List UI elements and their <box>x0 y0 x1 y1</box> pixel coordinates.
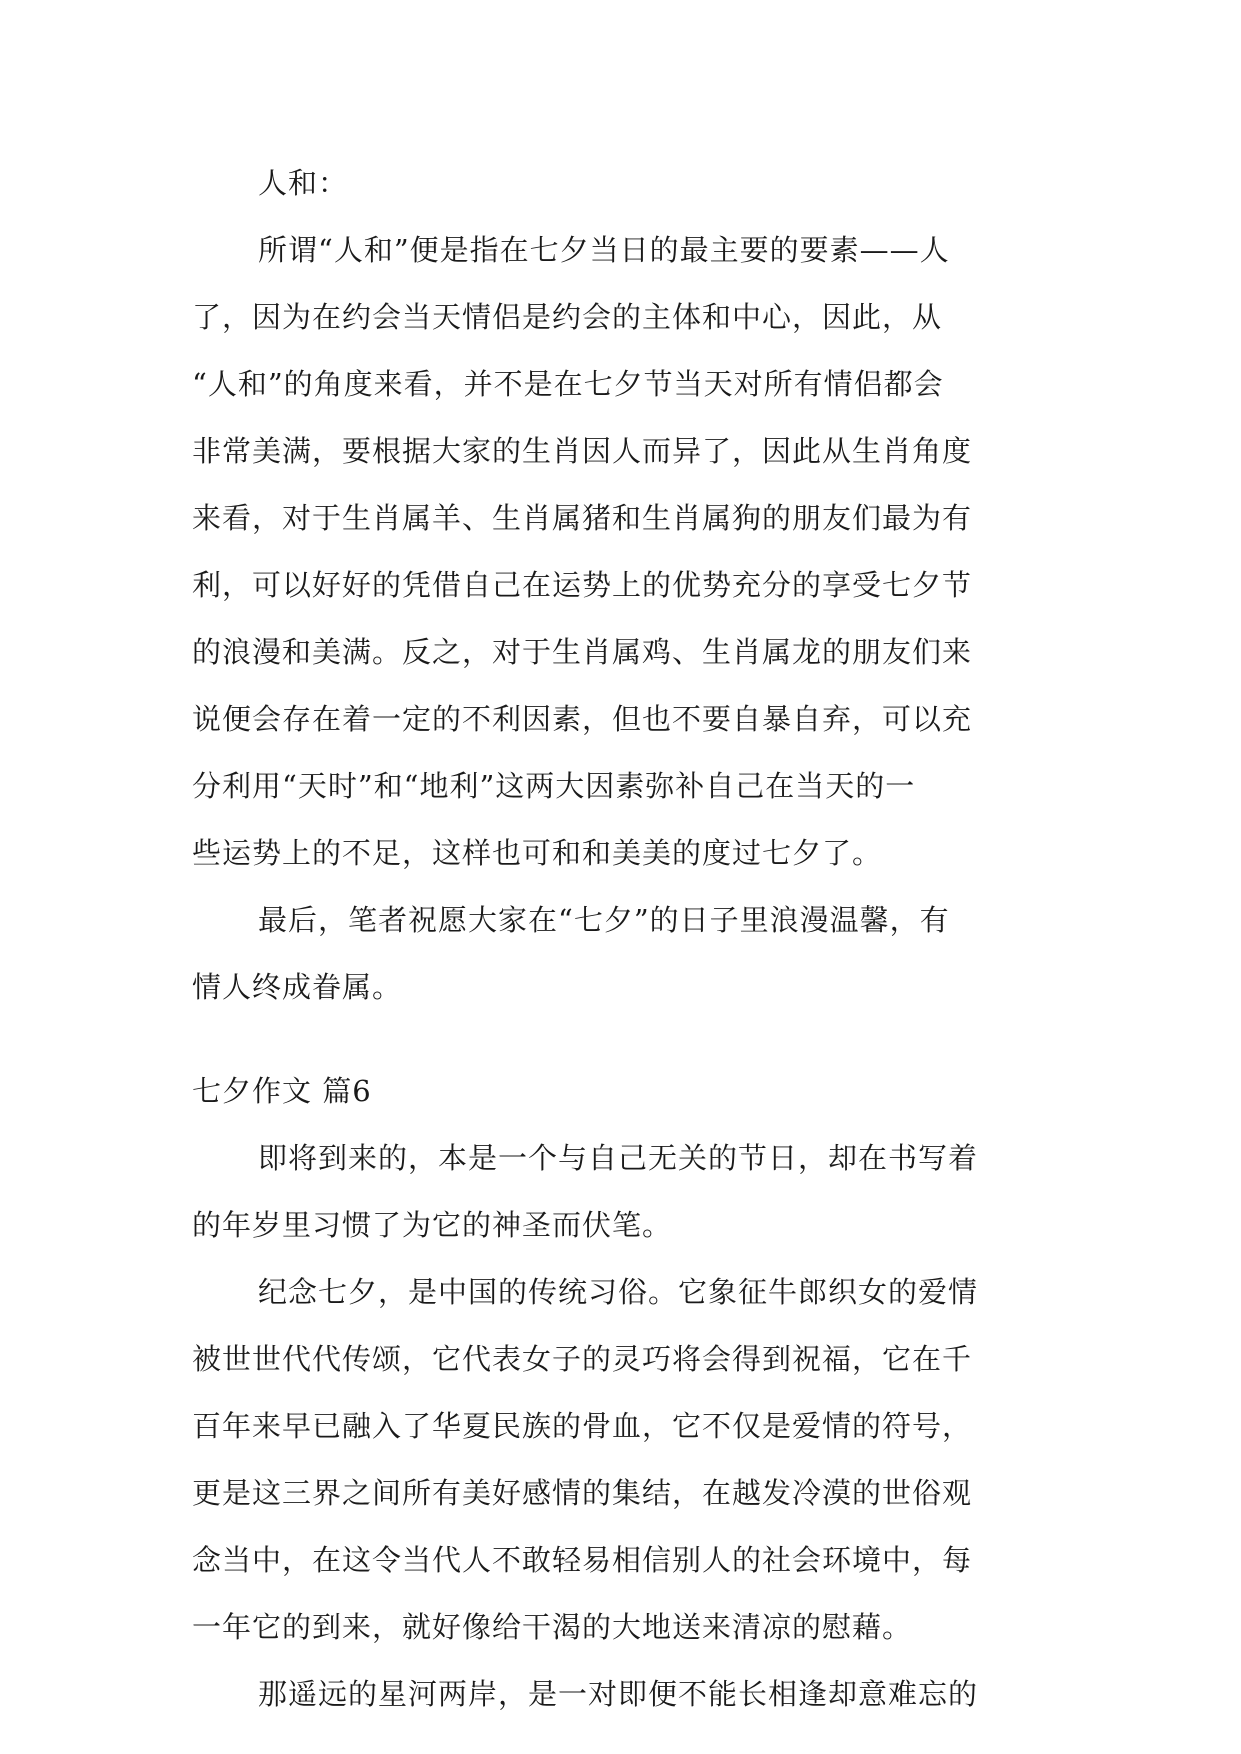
text-line: 百年来早已融入了华夏民族的骨血，它不仅是爱情的符号， <box>192 1409 973 1443</box>
text-line: 的年岁里习惯了为它的神圣而伏笔。 <box>192 1208 673 1242</box>
text-line: 的浪漫和美满。反之，对于生肖属鸡、生肖属龙的朋友们来 <box>192 635 973 669</box>
text-line: 些运势上的不足，这样也可和和美美的度过七夕了。 <box>192 836 883 870</box>
section-title: 七夕作文 篇6 <box>192 1074 372 1108</box>
text-line: 一年它的到来，就好像给干渴的大地送来清凉的慰藉。 <box>192 1610 913 1644</box>
text-line: 念当中，在这令当代人不敢轻易相信别人的社会环境中，每 <box>192 1543 973 1577</box>
paragraph-heading-renhe: 人和： <box>258 166 349 200</box>
text-line: 来看，对于生肖属羊、生肖属猪和生肖属狗的朋友们最为有 <box>192 501 973 535</box>
text-line: 说便会存在着一定的不利因素，但也不要自暴自弃，可以充 <box>192 702 973 736</box>
text-line: 所谓“人和”便是指在七夕当日的最主要的要素——人 <box>258 233 950 267</box>
text-line: 利，可以好好的凭借自己在运势上的优势充分的享受七夕节 <box>192 568 973 602</box>
document-page <box>192 150 1052 1728</box>
text-line: 情人终成眷属。 <box>192 970 403 1004</box>
text-line: 那遥远的星河两岸，是一对即便不能长相逢却意难忘的 <box>258 1677 979 1711</box>
text-line: 更是这三界之间所有美好感情的集结，在越发冷漠的世俗观 <box>192 1476 973 1510</box>
text-line: 最后，笔者祝愿大家在“七夕”的日子里浪漫温馨，有 <box>258 903 950 937</box>
text-line: “人和”的角度来看，并不是在七夕节当天对所有情侣都会 <box>192 367 944 401</box>
text-line: 被世世代代传颂，它代表女子的灵巧将会得到祝福，它在千 <box>192 1342 973 1376</box>
text-line: 了，因为在约会当天情侣是约会的主体和中心，因此，从 <box>192 300 943 334</box>
text-line: 纪念七夕，是中国的传统习俗。它象征牛郎织女的爱情 <box>258 1275 979 1309</box>
section-spacer <box>192 1021 1052 1058</box>
text-line: 非常美满，要根据大家的生肖因人而异了，因此从生肖角度 <box>192 434 973 468</box>
text-line: 分利用“天时”和“地利”这两大因素弥补自己在当天的一 <box>192 769 916 803</box>
text-line: 即将到来的，本是一个与自己无关的节日，却在书写着 <box>258 1141 979 1175</box>
